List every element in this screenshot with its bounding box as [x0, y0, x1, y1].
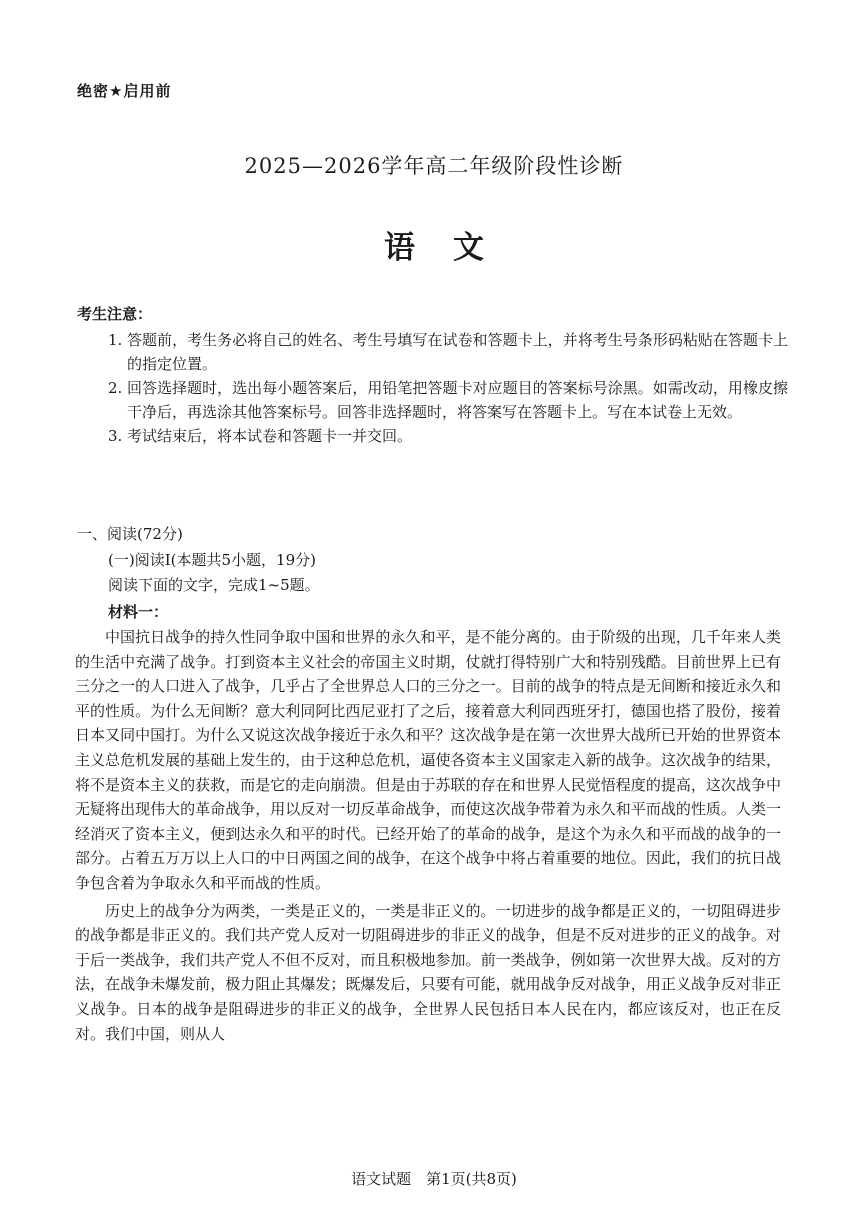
notice-item — [108, 328, 788, 376]
material-label: 材料一： — [108, 603, 169, 621]
subsection-heading: (一)阅读Ⅰ(本题共5小题，19分) — [108, 551, 316, 569]
passage-paragraph: 中国抗日战争的持久性同争取中国和世界的永久和平，是不能分离的。由于阶级的出现，几千年来人类的生活中充满了战争。打到资本主义社会的帝国主义时期，仗就打得特别广大和特别残酷。目前世界上已有三分之一的人口进入了战争，几乎占了全世界总人口的三分之一。目前的战争的特点是无间断和接近永久和平的性质。为什么无间断？意大利同阿比西尼亚打了之后，接着意大利同西班牙打，德国也搭了股份，接着日本又同中国打。为什么又说这次战争接近于永久和平？这次战争是在第一次世界大战所已开始的世界资本主义总危机发展的基础上发生的，由于这种总危机，逼使各资本主义国家走入新的战争。这次战争的结果，将不是资本主义的获救，而是它的走向崩溃。但是由于苏联的存在和世界人民觉悟程度的提高，这次战争中无疑将出现伟大的革命战争，用以反对一切反革命战争，而使这次战争带着为永久和平而战的性质。人类一经消灭了资本主义，便到达永久和平的时代。已经开始了的革命的战争，是这个为永久和平而战的战争的一部分。占着五万万以上人口的中日两国之间的战争，在这个战争中将占着重要的地位。因此，我们的抗日战争包含着为争取永久和平而战的性质。 — [75, 628, 781, 892]
notice-item — [108, 376, 788, 424]
exam-title: 2025—2026学年高二年级阶段性诊断 — [244, 154, 624, 178]
subject-title: 语文 — [384, 230, 522, 266]
reading-passage — [75, 625, 781, 1046]
notice-item — [108, 424, 788, 448]
notice-item-text: 答题前，考生务必将自己的姓名、考生号填写在试卷和答题卡上，并将考生号条形码粘贴在答题卡上的指定位置。 — [127, 331, 788, 373]
notice-item-number: 2. — [108, 379, 123, 397]
notice-heading: 考生注意： — [77, 305, 153, 323]
confidential-label: 绝密★启用前 — [77, 82, 172, 100]
notice-item-text: 回答选择题时，选出每小题答案后，用铅笔把答题卡对应题目的答案标号涂黑。如需改动，用橡皮擦干净后，再选涂其他答案标号。回答非选择题时，将答案写在答题卡上。写在本试卷上无效。 — [127, 379, 788, 421]
passage-paragraph: 历史上的战争分为两类，一类是正义的，一类是非正义的。一切进步的战争都是正义的，一切阻碍进步的战争都是非正义的。我们共产党人反对一切阻碍进步的非正义的战争，但是不反对进步的正义的战争。对于后一类战争，我们共产党人不但不反对，而且积极地参加。前一类战争，例如第一次世界大战。反对的方法，在战争未爆发前，极力阻止其爆发；既爆发后，只要有可能，就用战争反对战争，用正义战争反对非正义战争。日本的战争是阻碍进步的非正义的战争，全世界人民包括日本人民在内，都应该反对，也正在反对。我们中国，则从人 — [75, 901, 781, 1043]
notice-list — [108, 328, 788, 448]
notice-item-number: 3. — [108, 427, 123, 445]
reading-instruction: 阅读下面的文字，完成1~5题。 — [108, 576, 320, 594]
section-heading: 一、阅读(72分) — [77, 525, 183, 543]
notice-item-number: 1. — [108, 331, 123, 349]
page-footer: 语文试题 第1页(共8页) — [351, 1170, 517, 1188]
notice-item-text: 考试结束后，将本试卷和答题卡一并交回。 — [127, 427, 413, 445]
